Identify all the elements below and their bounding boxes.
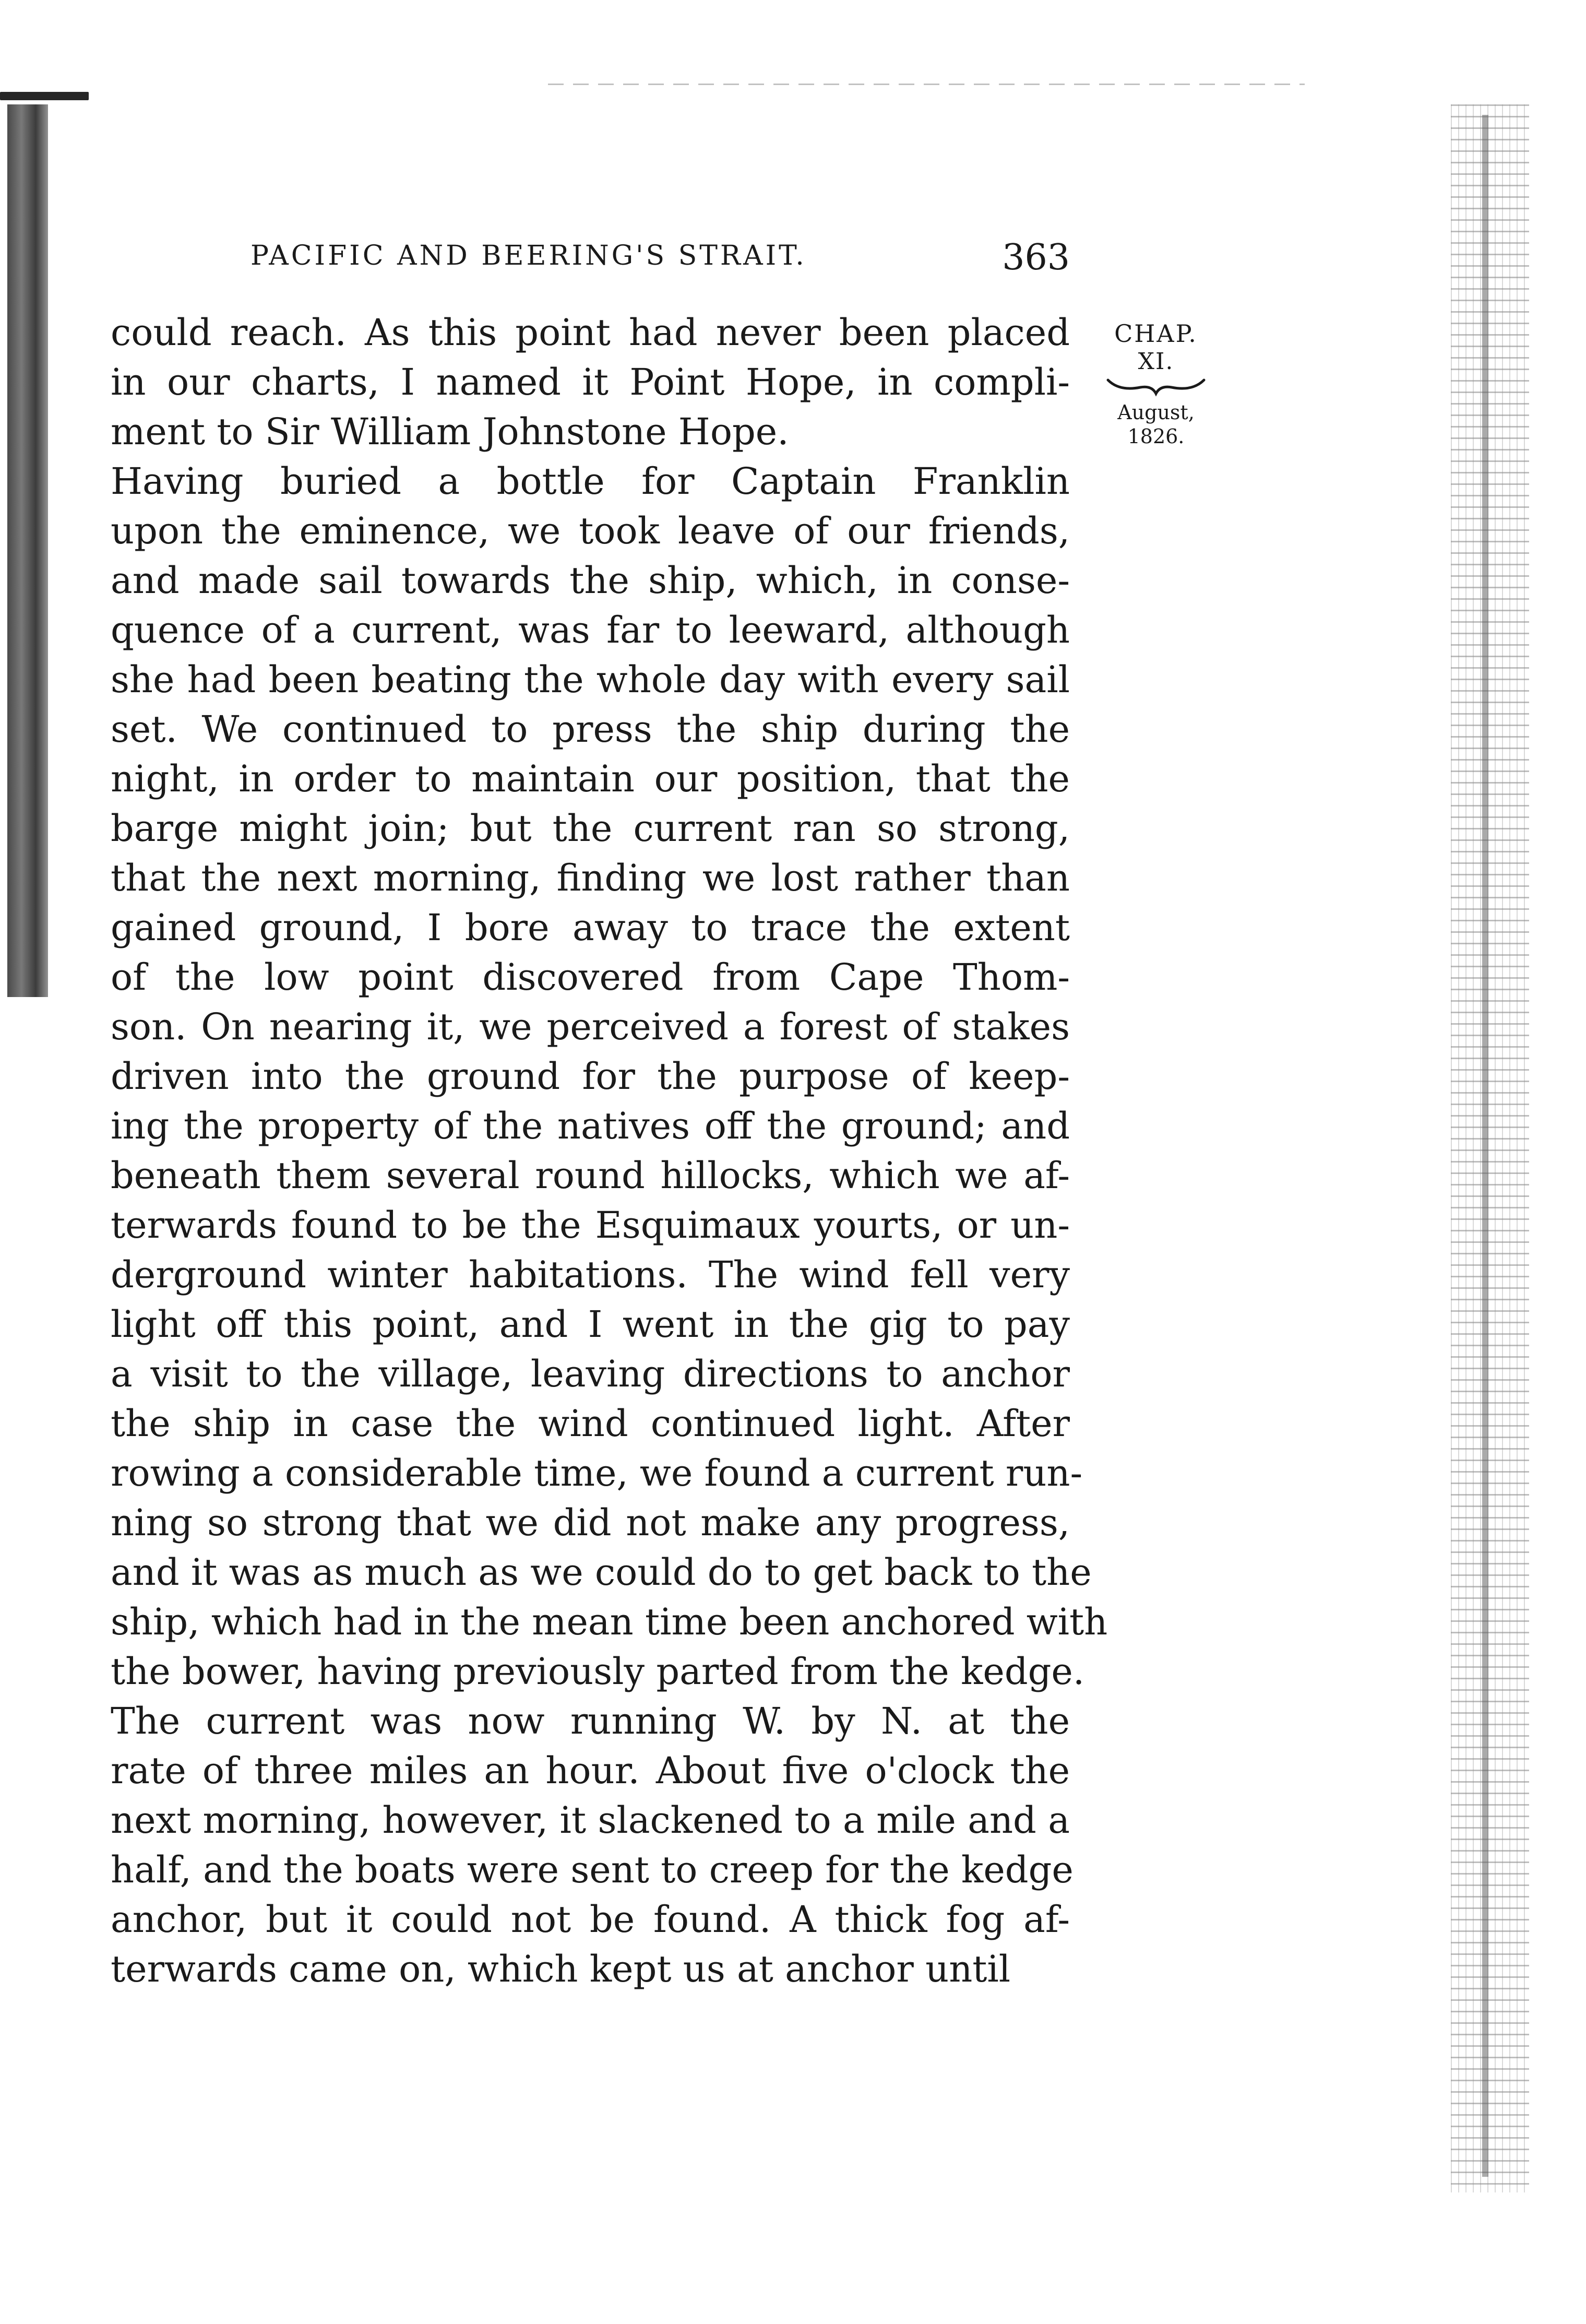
text-line: that the next morning, finding we lost rather than — [111, 857, 1070, 899]
page-edge-line-right — [1482, 115, 1488, 2177]
text-line: terwards came on, which kept us at anchor until — [111, 1948, 1011, 1990]
text-line: gained ground, I bore away to trace the extent — [111, 906, 1070, 949]
text-line: could reach. As this point had never been placed — [111, 311, 1070, 354]
scan-top-rule — [548, 84, 1305, 85]
text-line: anchor, but it could not be found. A thick fog af- — [111, 1898, 1070, 1941]
text-line: set. We continued to press the ship during the — [111, 708, 1070, 751]
text-line: beneath them several round hillocks, which we af- — [111, 1154, 1070, 1197]
text-line: night, in order to maintain our position, that the — [111, 757, 1070, 800]
text-line: ship, which had in the mean time been anchored with — [111, 1600, 1108, 1643]
text-line: ing the property of the natives off the ground; and — [111, 1105, 1070, 1147]
text-line: a visit to the village, leaving directions to anchor — [111, 1353, 1070, 1395]
page-edge-bleed-right — [1451, 104, 1529, 2192]
brace-ornament-icon — [1104, 376, 1208, 397]
text-line: derground winter habitations. The wind fell very — [111, 1253, 1070, 1296]
text-line: ment to Sir William Johnstone Hope. — [111, 410, 789, 453]
text-line: upon the eminence, we took leave of our friends, — [111, 509, 1070, 552]
chapter-number: XI. — [1138, 348, 1174, 375]
binding-shadow-cap — [0, 92, 89, 100]
text-line: son. On nearing it, we perceived a forest of stakes — [111, 1005, 1070, 1048]
margin-year: 1826. — [1127, 425, 1185, 448]
text-line: in our charts, I named it Point Hope, in compli- — [111, 361, 1070, 404]
text-line: the ship in case the wind continued light. After — [111, 1402, 1070, 1445]
text-line: barge might join; but the current ran so strong, — [111, 807, 1070, 850]
text-line: light off this point, and I went in the gig to pay — [111, 1303, 1070, 1346]
text-line: terwards found to be the Esquimaux yourts, or un- — [111, 1204, 1070, 1247]
text-line: next morning, however, it slackened to a mile and a — [111, 1799, 1070, 1842]
body-text — [111, 308, 1108, 1994]
running-title: PACIFIC AND BEERING'S STRAIT. — [251, 240, 807, 271]
text-line: and made sail towards the ship, which, in conse- — [111, 559, 1070, 602]
text-line: she had been beating the whole day with every sail — [111, 658, 1070, 701]
text-line: quence of a current, was far to leeward, although — [111, 609, 1070, 651]
text-line: rate of three miles an hour. About five o'clock the — [111, 1749, 1070, 1792]
text-line: Having buried a bottle for Captain Franklin — [111, 460, 1070, 503]
text-line: half, and the boats were sent to creep for the kedge — [111, 1848, 1074, 1891]
text-line: and it was as much as we could do to get back to the — [111, 1551, 1092, 1594]
binding-shadow-left — [7, 104, 48, 997]
text-line: ning so strong that we did not make any progress, — [111, 1501, 1070, 1544]
running-header — [251, 237, 1070, 282]
chapter-label: CHAP. — [1114, 319, 1198, 348]
text-line: of the low point discovered from Cape Thom- — [111, 956, 1070, 999]
text-line: The current was now running W. by N. at the — [111, 1700, 1070, 1742]
page-number: 363 — [1002, 237, 1070, 278]
margin-note — [1096, 318, 1216, 448]
text-line: the bower, having previously parted from the kedge. — [111, 1650, 1085, 1693]
text-line: rowing a considerable time, we found a current run- — [111, 1452, 1083, 1495]
margin-date: August, — [1117, 401, 1195, 424]
text-line: driven into the ground for the purpose of keep- — [111, 1055, 1070, 1098]
